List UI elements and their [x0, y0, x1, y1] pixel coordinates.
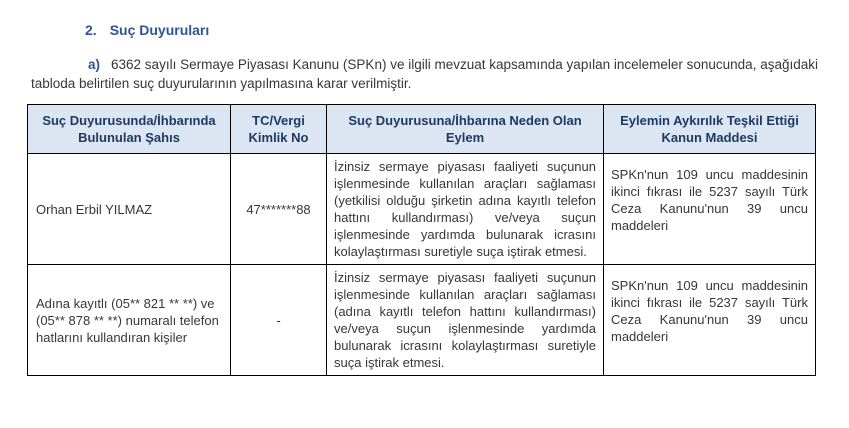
col-header-action: Suç Duyurusuna/İhbarına Neden Olan Eylem — [327, 105, 604, 154]
table-row — [28, 265, 816, 376]
cell-tc-no: 47*******88 — [231, 154, 327, 265]
table-header-row — [28, 105, 816, 154]
intro-paragraph — [31, 55, 818, 93]
cell-action: İzinsiz sermaye piyasası faaliyeti suçunun işlenmesinde kullanılan araçları sağlaması (adına kayıtlı telefon hattını kullandırması) ve/veya suçun işlenmesinde yardımda bulunarak icrasını kolaylaştırması suretiyle suça iştirak etmesi. — [327, 265, 604, 376]
cell-tc-no: - — [231, 265, 327, 376]
list-item-label: a) — [88, 57, 101, 72]
cell-law-article — [604, 154, 816, 265]
table-row — [28, 154, 816, 265]
cell-law-article-text: SPKn'nun 109 uncu maddesinin ikinci fıkrası ile 5237 sayılı Türk Ceza Kanunu'nun 39 uncu maddeleri — [611, 278, 808, 344]
col-header-law-article: Eylemin Aykırılık Teşkil Ettiği Kanun Maddesi — [604, 105, 816, 154]
col-header-tc-no: TC/Vergi Kimlik No — [231, 105, 327, 154]
document-page — [0, 22, 849, 376]
section-heading — [85, 22, 818, 39]
col-header-person: Suç Duyurusunda/İhbarında Bulunulan Şahıs — [28, 105, 231, 154]
cell-action: İzinsiz sermaye piyasası faaliyeti suçunun işlenmesinde kullanılan araçları sağlaması (yetkilisi olduğu şirketin adına kayıtlı telefon hattını kullandırması) ve/veya suçun işlenmesinde yardımda bulunarak icrasını kolaylaştırması suretiyle suça iştirak etmesi. — [327, 154, 604, 265]
cell-law-article-text: SPKn'nun 109 uncu maddesinin ikinci fıkrası ile 5237 sayılı Türk Ceza Kanunu'nun 39 uncu maddeleri — [611, 167, 808, 233]
section-number: 2. — [85, 22, 97, 38]
criminal-complaints-table — [27, 104, 816, 376]
cell-person: Adına kayıtlı (05** 821 ** **) ve (05** 878 ** **) numaralı telefon hatlarını kullandıran kişiler — [28, 265, 231, 376]
intro-paragraph-text: 6362 sayılı Sermaye Piyasası Kanunu (SPKn) ve ilgili mevzuat kapsamında yapılan incelemeler sonucunda, aşağıdaki tabloda belirtilen suç duyurularının yapılmasına karar verilmiştir. — [31, 57, 818, 91]
cell-law-article — [604, 265, 816, 376]
section-title: Suç Duyuruları — [109, 22, 210, 38]
cell-person: Orhan Erbil YILMAZ — [28, 154, 231, 265]
